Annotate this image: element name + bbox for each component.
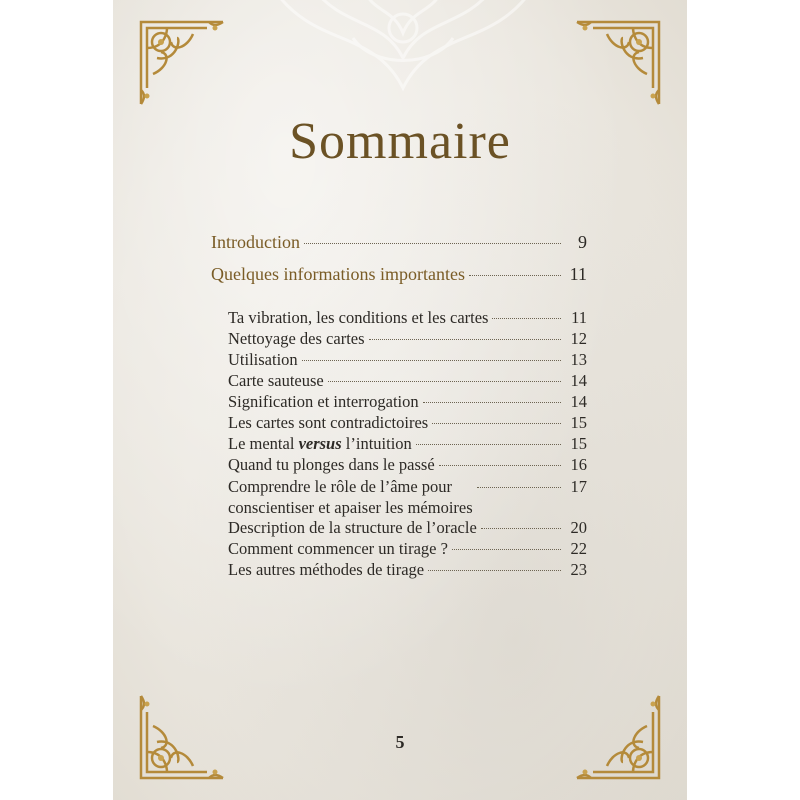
leader-dots xyxy=(469,275,561,276)
leader-dots xyxy=(492,318,561,319)
leader-dots xyxy=(481,528,561,529)
toc-subentry[interactable] xyxy=(211,308,587,329)
toc-subentry[interactable] xyxy=(211,392,587,413)
toc-entry-page: 11 xyxy=(569,264,587,284)
toc-entry-introduction[interactable] xyxy=(211,232,587,262)
leader-dots xyxy=(302,360,561,361)
leader-dots xyxy=(428,570,561,571)
table-of-contents xyxy=(211,232,587,581)
label-part: Le mental xyxy=(228,434,299,453)
toc-subentry-page: 13 xyxy=(570,350,587,369)
leader-dots xyxy=(304,243,561,244)
page-title: Sommaire xyxy=(289,113,511,170)
toc-subentry-page: 12 xyxy=(570,329,587,348)
corner-ornament-top-left xyxy=(137,18,227,108)
toc-subentry-label xyxy=(228,434,412,454)
toc-subentry-page: 11 xyxy=(571,308,587,327)
toc-subentry-page: 14 xyxy=(570,371,587,390)
leader-dots xyxy=(328,381,561,382)
toc-subentry[interactable] xyxy=(211,371,587,392)
toc-subentry-page: 15 xyxy=(570,434,587,453)
toc-entry-page: 9 xyxy=(578,232,587,252)
toc-subentry-label: Utilisation xyxy=(228,350,298,369)
leader-dots xyxy=(369,339,561,340)
leader-dots xyxy=(432,423,561,424)
toc-subentry-label: Signification et interrogation xyxy=(228,392,419,411)
toc-subentry-label xyxy=(228,476,473,518)
toc-subentry-page: 14 xyxy=(570,392,587,411)
toc-subentry-page: 20 xyxy=(570,518,587,537)
leader-dots xyxy=(439,465,561,466)
toc-subentry[interactable] xyxy=(211,329,587,350)
toc-subentry-page: 17 xyxy=(570,477,587,496)
toc-subentry-label: Description de la structure de l’oracle xyxy=(228,518,477,537)
page-number: 5 xyxy=(395,732,405,752)
leader-dots xyxy=(477,487,561,488)
toc-subentry[interactable] xyxy=(211,476,587,518)
leader-dots xyxy=(416,444,561,445)
toc-entry-label: Quelques informations importantes xyxy=(211,264,465,284)
toc-subentry[interactable] xyxy=(211,518,587,539)
toc-subentry-label: Quand tu plonges dans le passé xyxy=(228,455,435,474)
leader-dots xyxy=(452,549,561,550)
leader-dots xyxy=(423,402,561,403)
top-ornament xyxy=(253,0,553,98)
toc-subentry-label: Ta vibration, les conditions et les cartes xyxy=(228,308,489,327)
book-page xyxy=(113,0,687,800)
toc-subentry-page: 16 xyxy=(570,455,587,474)
toc-subentries xyxy=(211,308,587,581)
toc-subentry[interactable] xyxy=(211,560,587,581)
corner-ornament-top-right xyxy=(573,18,663,108)
toc-subentry-page: 23 xyxy=(570,560,587,579)
toc-subentry-label: Nettoyage des cartes xyxy=(228,329,365,348)
label-part: l’intuition xyxy=(341,434,412,453)
toc-subentry-label: Les cartes sont contradictoires xyxy=(228,413,429,432)
toc-subentry[interactable] xyxy=(211,434,587,455)
toc-subentry-label: Carte sauteuse xyxy=(228,371,324,390)
label-emphasis: versus xyxy=(298,434,342,453)
toc-entry-quelques-informations[interactable] xyxy=(211,264,587,294)
toc-entry-label: Introduction xyxy=(211,232,300,252)
toc-subentry[interactable] xyxy=(211,413,587,434)
toc-subentry-page: 22 xyxy=(570,539,587,558)
toc-subentry-label: Les autres méthodes de tirage xyxy=(228,560,425,579)
toc-subentry-label: Comment commencer un tirage ? xyxy=(228,539,448,558)
toc-subentry[interactable] xyxy=(211,539,587,560)
label-line: conscientiser et apaiser les mémoires xyxy=(228,498,473,517)
toc-subentry[interactable] xyxy=(211,350,587,371)
label-line: Comprendre le rôle de l’âme pour xyxy=(228,477,453,496)
toc-subentry[interactable] xyxy=(211,455,587,476)
toc-subentry-page: 15 xyxy=(570,413,587,432)
